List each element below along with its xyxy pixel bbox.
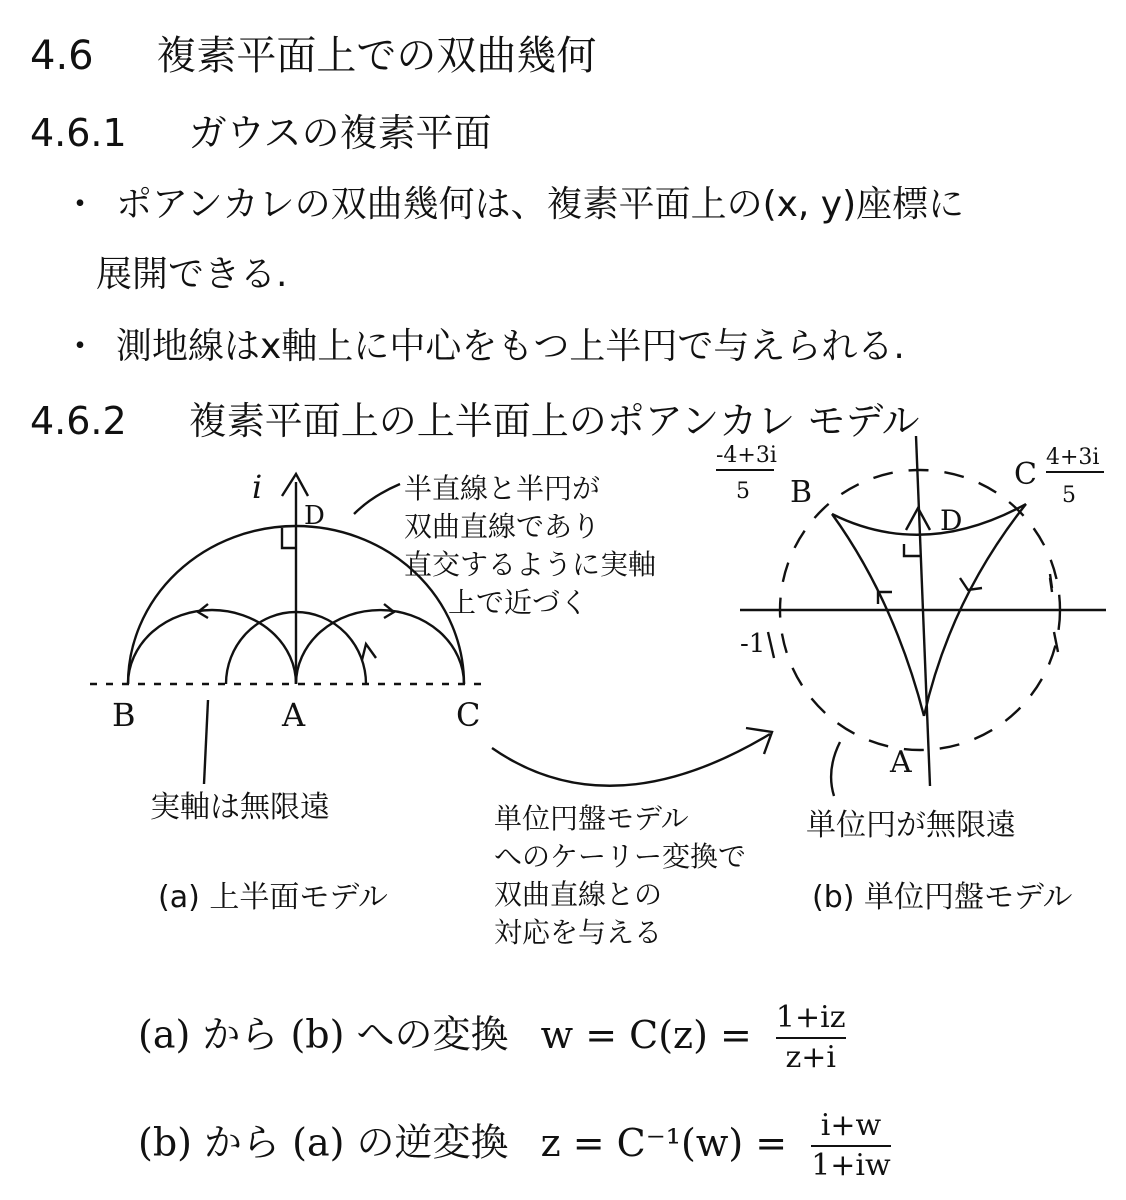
label-c-numerator: 4+3i — [1046, 445, 1100, 470]
note-real-axis-infinity: 実軸は無限遠 — [150, 790, 330, 825]
section1-number: 4.6.1 — [30, 111, 127, 155]
pointer-line-b — [831, 742, 840, 796]
bullet-2: ・ 測地線はx軸上に中心をもつ上半円で与えられる. — [62, 326, 905, 367]
geodesic-b-a — [832, 514, 924, 716]
formula-inverse-prefix: (b) から (a) の逆変換 — [138, 1120, 509, 1165]
note-half-lines-line2: 双曲直線であり — [404, 510, 601, 543]
axis-label-i: i — [252, 468, 263, 506]
right-angle-b-top — [904, 544, 920, 556]
note-cayley-line3: 双曲直線との — [494, 878, 663, 911]
caption-b: (b) 単位円盤モデル — [812, 880, 1073, 915]
section1-title: ガウスの複素平面 — [188, 111, 492, 155]
point-a-b: A — [890, 745, 912, 780]
note-half-lines-line3: 直交するように実軸 — [404, 548, 657, 581]
point-c-a: C — [456, 696, 481, 734]
right-angle-mark — [282, 528, 296, 548]
formula-inverse-denominator: 1+iw — [811, 1148, 891, 1183]
tick-left-b — [768, 632, 774, 658]
note-half-lines-line4: 上で近づく — [448, 586, 589, 619]
label-c-denominator: 5 — [1062, 483, 1076, 508]
formula-cayley-lhs: w = C(z) = — [540, 1012, 752, 1057]
formula-cayley-fraction — [776, 1000, 846, 1076]
note-half-lines-line1: 半直線と半円が — [404, 472, 601, 505]
note-cayley-line4: 対応を与える — [494, 916, 663, 949]
up-arc-arrow-icon — [362, 644, 376, 660]
heading-title: 複素平面上での双曲幾何 — [156, 33, 597, 79]
bullet-1-text: ポアンカレの双曲幾何は、複素平面上の(x, y)座標に — [116, 184, 965, 225]
note-cayley — [494, 800, 746, 952]
heading-number: 4.6 — [30, 33, 94, 79]
point-a-a: A — [282, 696, 306, 734]
bullet-1-continued: 展開できる. — [96, 254, 288, 295]
formula-cayley-numerator: 1+iz — [775, 1000, 846, 1035]
label-b-denominator: 5 — [736, 479, 750, 504]
tick-label-minus-one: -1 — [740, 629, 766, 659]
bullet-1: ・ ポアンカレの双曲幾何は、複素平面上の(x, y)座標に — [62, 184, 965, 225]
label-b-numerator: -4+3i — [716, 443, 777, 468]
section2-title: 複素平面上の上半面上のポアンカレ モデル — [188, 399, 920, 443]
formula-inverse-lhs: z = C⁻¹(w) = — [540, 1120, 788, 1165]
note-unit-circle-infinity: 単位円が無限遠 — [806, 808, 1016, 843]
note-half-lines — [404, 470, 656, 622]
formula-cayley — [138, 1000, 846, 1076]
point-b-a: B — [112, 696, 136, 734]
pointer-line-real-axis — [204, 700, 208, 784]
pointer-line-note — [354, 484, 400, 514]
cayley-arrow — [492, 734, 770, 786]
caption-a: (a) 上半面モデル — [158, 880, 388, 915]
point-b-b: B — [790, 475, 813, 510]
point-d-b: D — [940, 504, 963, 537]
note-cayley-line2: へのケーリー変換で — [494, 840, 747, 873]
semicircle-left — [128, 610, 296, 684]
section2-number: 4.6.2 — [30, 399, 127, 443]
point-c-b: C — [1014, 457, 1037, 492]
formula-inverse-numerator: i+w — [820, 1108, 882, 1143]
formula-inverse-fraction — [811, 1108, 891, 1184]
formula-inverse — [138, 1108, 891, 1184]
bullet-2-text: 測地線はx軸上に中心をもつ上半円で与えられる. — [116, 326, 905, 367]
note-cayley-line1: 単位円盤モデル — [494, 802, 689, 835]
formula-cayley-prefix: (a) から (b) への変換 — [138, 1012, 509, 1057]
point-d-a: D — [304, 501, 325, 531]
formula-cayley-denominator: z+i — [785, 1040, 836, 1075]
